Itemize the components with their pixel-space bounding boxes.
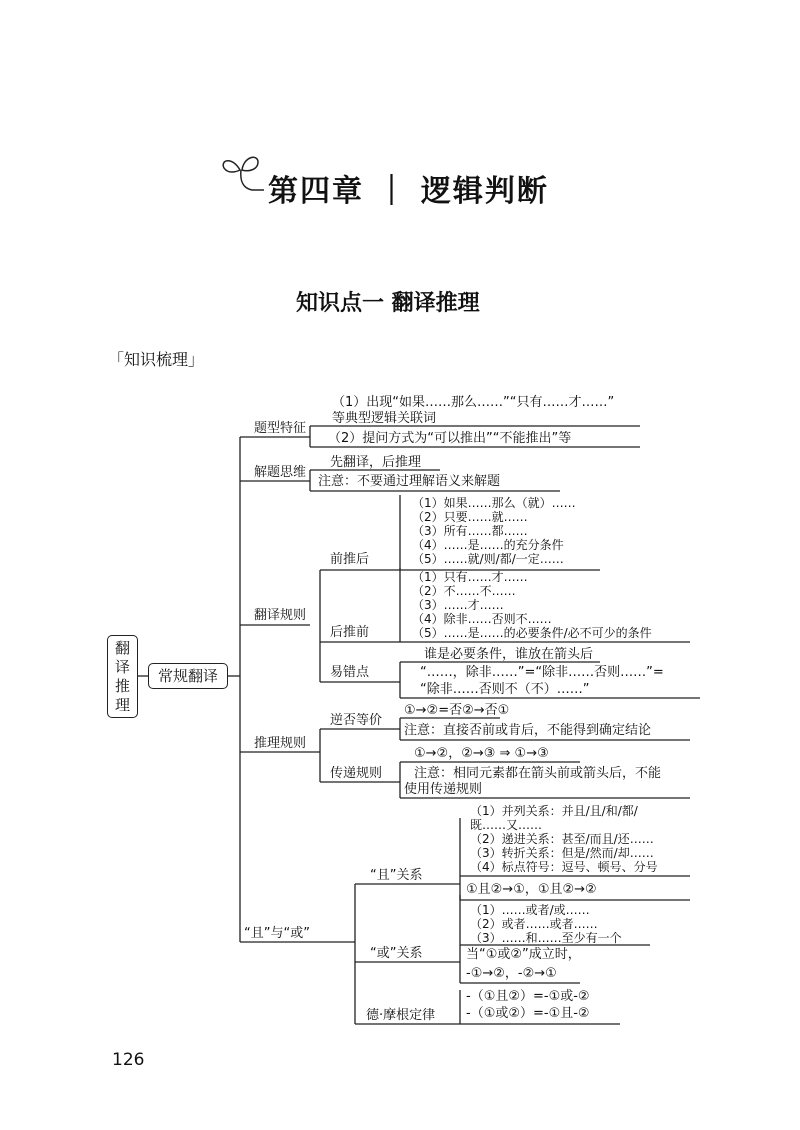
branch-translation-rules: 翻译规则 [254,608,307,623]
b5-and-item-5: （4）标点符号：逗号、顿号、分号 [470,860,658,874]
b5-and-item-2: 既……又…… [470,818,543,832]
b2-line-2: 注意：不要通过理解语义来解题 [318,474,501,489]
b5-and-item-1: （1）并列关系：并且/且/和/都/ [470,804,638,818]
b5-or-rule-1: 当“①或②”成立时， [466,947,581,962]
b3-error-label: 易错点 [330,665,370,680]
b4-trans-line-2: 注意：相同元素都在箭头前或箭头后，不能 [414,766,662,781]
b3-error-line-3: “除非……否则不（不）……” [420,682,590,697]
b1-line-2: （2）提问方式为“可以推出”“不能推出”等 [328,431,572,446]
b5-and-label: “且”关系 [370,868,423,883]
b5-and-item-3: （2）递进关系：甚至/而且/还…… [470,832,654,846]
b5-or-label: “或”关系 [370,946,423,961]
page-number: 126 [112,1050,145,1070]
b4-contra-line-1: ①→②=否②→否① [404,703,510,718]
b5-or-item-2: （2）或者……或者…… [470,917,598,931]
sub-title: 「知识梳理」 [108,350,205,369]
b4-contra-label: 逆否等价 [330,713,383,728]
b3-front-item-4: （4）……是……的充分条件 [412,538,564,552]
b3-front-label: 前推后 [330,552,370,567]
b5-demorgan-line-1: -（①且②）=-①或-② [466,989,590,1004]
root-char-2: 译 [114,658,130,676]
b5-or-rule-2: -①→②，-②→① [466,966,557,981]
b4-trans-line-3: 使用传递规则 [404,782,483,797]
b3-back-item-4: （4）除非……否则不…… [412,612,552,626]
b5-and-rule: ①且②→①，①且②→② [466,882,597,897]
root-char-4: 理 [114,696,130,714]
b1-line-1b: 等典型逻辑关联词 [332,411,437,426]
b3-error-line-2: “……，除非……”=“除非……否则……”= [420,665,664,680]
b5-demorgan-line-2: -（①或②）=-①且-② [466,1006,590,1021]
branch-question-features: 题型特征 [254,421,307,436]
branch-inference-rules: 推理规则 [254,736,307,751]
b3-back-item-5: （5）……是……的必要条件/必不可少的条件 [412,626,652,640]
b5-demorgan-label: 德·摩根定律 [366,1008,436,1023]
b3-back-label: 后推前 [330,625,370,640]
b5-or-item-3: （3）……和……至少有一个 [470,931,622,945]
b4-contra-line-2: 注意：直接否前或肯后，不能得到确定结论 [404,723,652,738]
b3-error-line-1: 谁是必要条件，谁放在箭头后 [424,647,594,662]
branch-solving-thinking: 解题思维 [254,465,307,480]
b3-front-item-3: （3）所有……都…… [412,524,528,538]
root-char-3: 推 [114,677,130,695]
b3-back-item-2: （2）不……不…… [412,584,516,598]
b3-back-item-3: （3）……才…… [412,598,504,612]
b3-front-item-1: （1）如果……那么（就）…… [412,496,576,510]
b3-front-item-5: （5）……就/则/都/一定…… [412,552,564,566]
b3-front-item-2: （2）只要……就…… [412,510,528,524]
b2-line-1: 先翻译，后推理 [330,455,422,470]
b3-back-item-1: （1）只有……才…… [412,570,528,584]
root-label-box: 常规翻译 [148,663,228,689]
b5-or-item-1: （1）……或者/或…… [470,903,590,917]
section-title: 知识点一 翻译推理 [296,291,480,316]
root-char-1: 翻 [114,639,130,657]
b4-trans-label: 传递规则 [330,766,383,781]
chapter-title: 第四章 ｜ 逻辑判断 [268,174,549,209]
b5-and-item-4: （3）转折关系：但是/然而/却…… [470,846,654,860]
root-vertical-box [107,635,138,718]
b4-trans-line-1: ①→②，②→③ ⇒ ①→③ [414,746,549,761]
branch-and-or: “且”与“或” [244,926,310,941]
b1-line-1a: （1）出现“如果……那么……”“只有……才……” [332,395,615,410]
